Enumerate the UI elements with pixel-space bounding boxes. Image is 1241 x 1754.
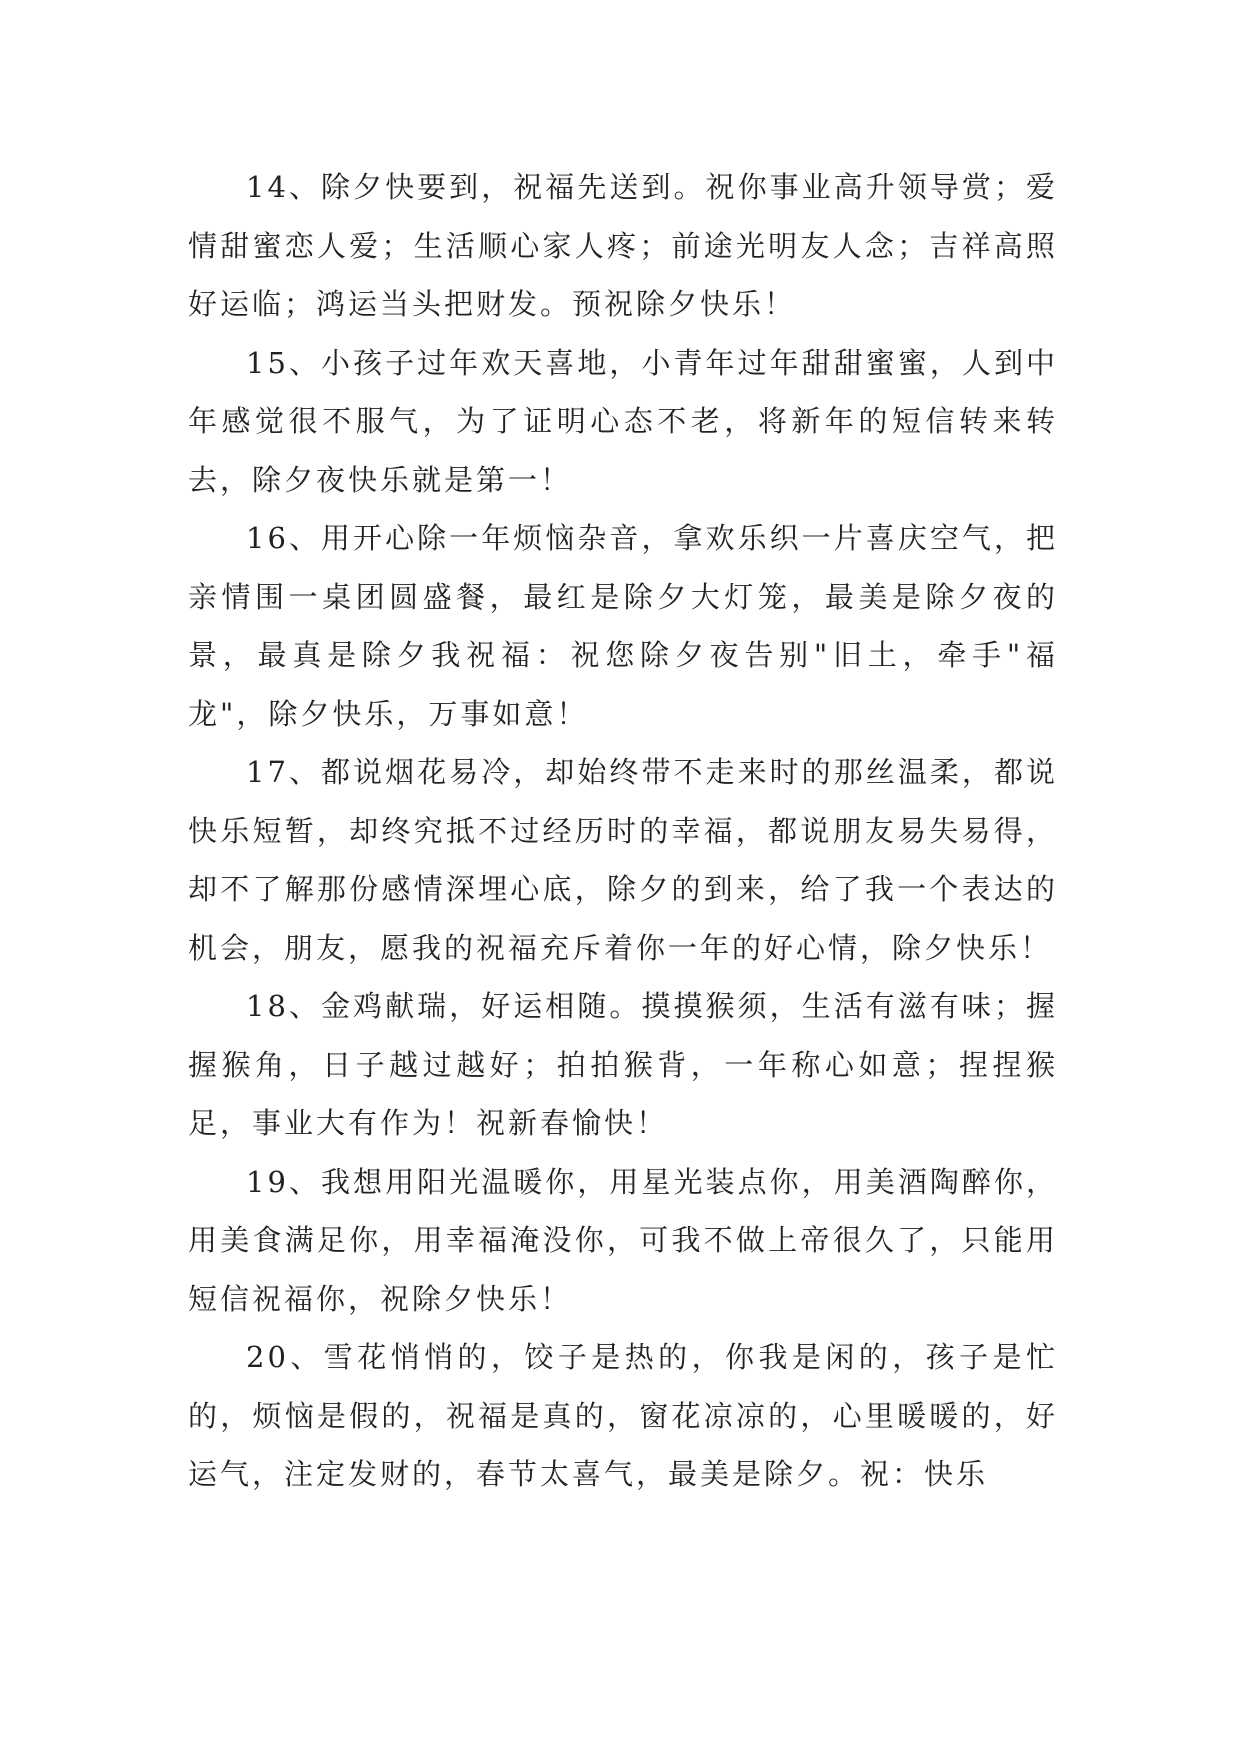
paragraph-17: 17、都说烟花易冷，却始终带不走来时的那丝温柔，都说快乐短暂，却终究抵不过经历时的幸福，都说朋友易失易得，却不了解那份感情深埋心底，除夕的到来，给了我一个表达的机会，朋友，愿我的祝福充斥着你一年的好心情，除夕快乐！ — [188, 755, 1058, 965]
paragraph-16: 16、用开心除一年烦恼杂音，拿欢乐织一片喜庆空气，把亲情围一桌团圆盛餐，最红是除夕大灯笼，最美是除夕夜的景，最真是除夕我祝福：祝您除夕夜告别"旧土，牵手"福龙"，除夕快乐，万事如意！ — [188, 521, 1058, 731]
paragraph-14: 14、除夕快要到，祝福先送到。祝你事业高升领导赏；爱情甜蜜恋人爱；生活顺心家人疼；前途光明友人念；吉祥高照好运临；鸿运当头把财发。预祝除夕快乐！ — [188, 170, 1058, 321]
paragraph-19: 19、我想用阳光温暖你，用星光装点你，用美酒陶醉你，用美食满足你，用幸福淹没你，可我不做上帝很久了，只能用短信祝福你，祝除夕快乐！ — [188, 1164, 1058, 1316]
paragraph-15: 15、小孩子过年欢天喜地，小青年过年甜甜蜜蜜，人到中年感觉很不服气，为了证明心态不老，将新年的短信转来转去，除夕夜快乐就是第一！ — [188, 345, 1058, 497]
paragraph-18: 18、金鸡献瑞，好运相随。摸摸猴须，生活有滋有味；握握猴角，日子越过越好；拍拍猴背，一年称心如意；捏捏猴足，事业大有作为！祝新春愉快！ — [188, 989, 1058, 1140]
document-body — [188, 158, 1058, 1504]
paragraph-20: 20、雪花悄悄的，饺子是热的，你我是闲的，孩子是忙的，烦恼是假的，祝福是真的，窗花凉凉的，心里暖暖的，好运气，注定发财的，春节太喜气，最美是除夕。祝：快乐 — [188, 1340, 1058, 1491]
